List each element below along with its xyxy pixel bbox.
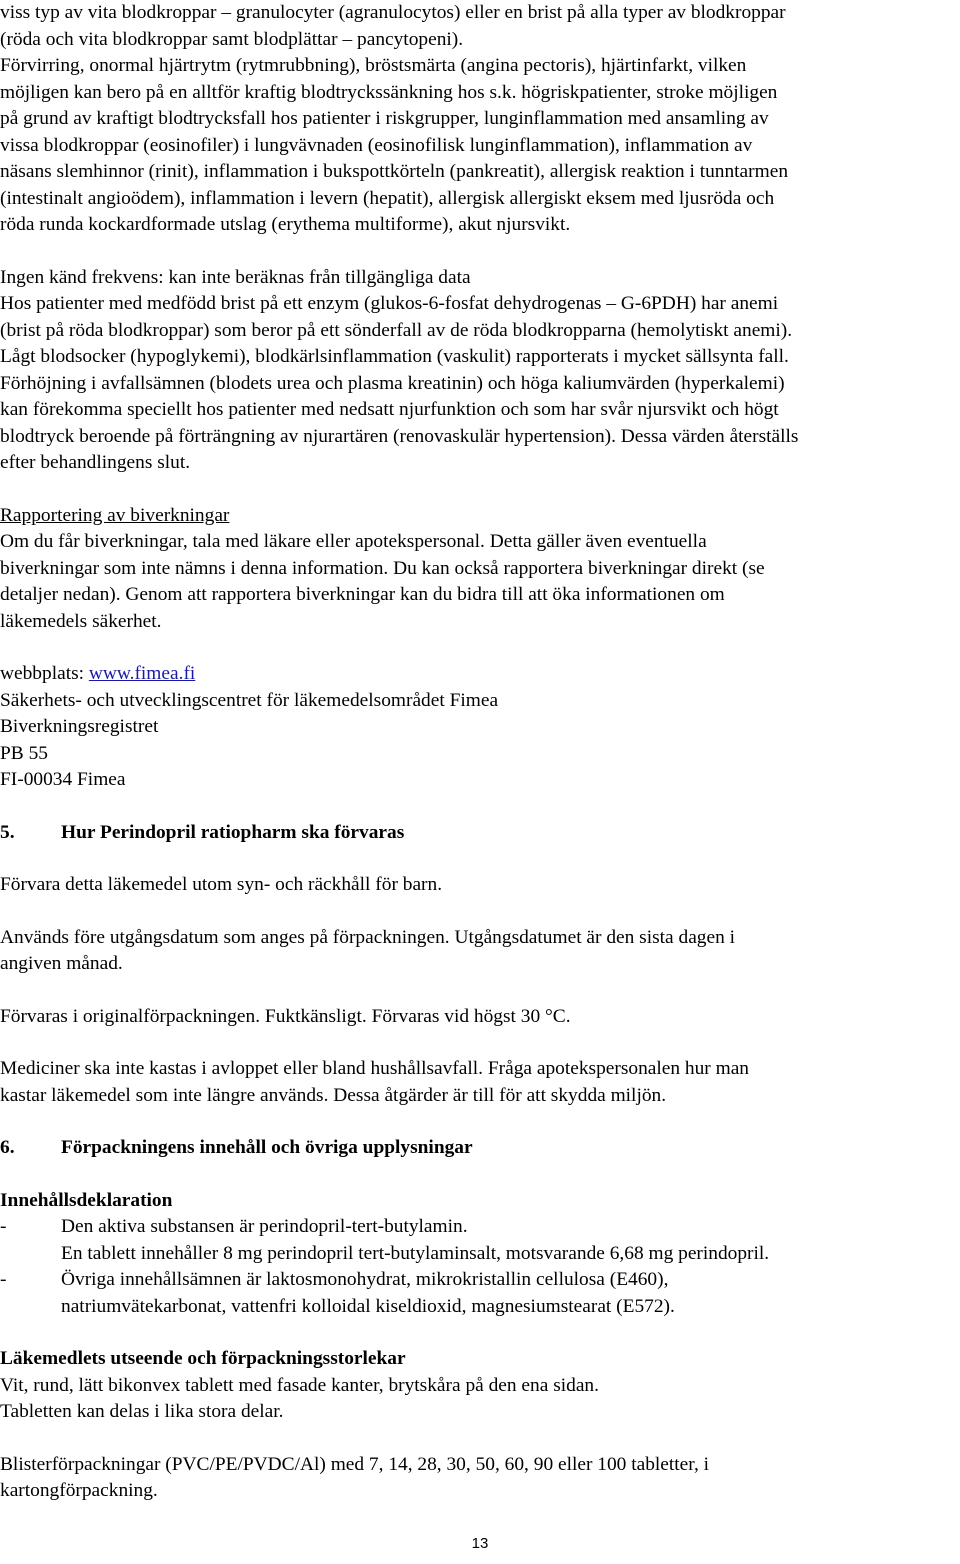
text-line: Övriga innehållsämnen är laktosmonohydrat, mikrokristallin cellulosa (E460), (61, 1269, 669, 1290)
text-line: Mediciner ska inte kastas i avloppet eller bland hushållsavfall. Fråga apotekspersonalen hur man (0, 1058, 750, 1079)
bullet-dash: - (0, 1269, 7, 1290)
text-line: kastar läkemedel som inte längre används. Dessa åtgärder är till för att skydda miljön. (0, 1084, 667, 1106)
list-item (0, 1267, 948, 1320)
unknown-frequency-section (0, 265, 948, 477)
text-line: Hos patienter med medfödd brist på ett enzym (glukos-6-fosfat dehydrogenas – G-6PDH) har anemi (0, 293, 779, 314)
package-block (0, 1452, 948, 1505)
text-line: (brist på röda blodkroppar) som beror på ett sönderfall av de röda blodkropparna (hemolytiskt anemi). (0, 319, 793, 341)
address-line: Biverkningsregistret (0, 716, 159, 737)
text-line: läkemedels säkerhet. (0, 610, 162, 632)
fimea-website-link[interactable]: www.fimea.fi (88, 663, 196, 684)
text-line: natriumvätekarbonat, vattenfri kolloidal kiseldioxid, magnesiumstearat (E572). (61, 1295, 675, 1317)
text-line: näsans slemhinnor (rinit), inflammation i bukspottkörteln (pankreatit), allergisk reaktion i tunntarmen (0, 161, 789, 182)
text-line: Används före utgångsdatum som anges på förpackningen. Utgångsdatumet är den sista dagen i (0, 926, 736, 948)
text-line: (intestinalt angioödem), inflammation i levern (hepatit), allergisk allergiskt eksem med ljusröda och (0, 187, 775, 209)
text-line: Blisterförpackningar (PVC/PE/PVDC/Al) med 7, 14, 28, 30, 50, 60, 90 eller 100 tabletter, i (0, 1453, 710, 1475)
text-line: (röda och vita blodkroppar samt blodplättar – pancytopeni). (0, 28, 464, 50)
reporting-section (0, 503, 948, 636)
frequency-heading: Ingen känd frekvens: kan inte beräknas från tillgängliga data (0, 266, 471, 288)
text-line: En tablett innehåller 8 mg perindopril tert-butylaminsalt, motsvarande 6,68 mg perindopril. (61, 1242, 770, 1264)
text-line: Förhöjning i avfallsämnen (blodets urea och plasma kreatinin) och höga kaliumvärden (hyperkalemi) (0, 372, 785, 394)
section-title: Förpackningens innehåll och övriga upplysningar (61, 1137, 473, 1158)
text-line: kartongförpackning. (0, 1480, 158, 1501)
storage-paragraph (0, 1056, 948, 1109)
text-line: röda runda kockardformade utslag (erythema multiforme), akut njursvikt. (0, 214, 571, 235)
text-line: vissa blodkroppar (eosinofiler) i lungvävnaden (eosinofilisk lunginflammation), inflammation av (0, 134, 753, 156)
text-line: på grund av kraftigt blodtrycksfall hos patienter i riskgrupper, lunginflammation med ansamling av (0, 108, 769, 129)
text-line: Lågt blodsocker (hypoglykemi), blodkärlsinflammation (vaskulit) rapporterats i mycket sällsynta fall. (0, 346, 789, 367)
storage-paragraph (0, 872, 948, 899)
text-line: Tabletten kan delas i lika stora delar. (0, 1401, 284, 1422)
text-line: efter behandlingens slut. (0, 452, 191, 473)
intro-paragraph (0, 0, 948, 239)
text-line: blodtryck beroende på förträngning av njurartären (renovaskulär hypertension). Dessa värden återställs (0, 425, 799, 447)
reporting-heading: Rapportering av biverkningar (0, 504, 230, 526)
address-line: FI-00034 Fimea (0, 769, 126, 790)
section-title: Hur Perindopril ratiopharm ska förvaras (61, 821, 405, 843)
text-line: Förvaras i originalförpackningen. Fuktkänsligt. Förvaras vid högst 30 °C. (0, 1005, 571, 1027)
text-line: Om du får biverkningar, tala med läkare eller apotekspersonal. Detta gäller även eventuella (0, 531, 707, 552)
website-line (0, 661, 948, 688)
list-item (0, 1214, 948, 1267)
bullet-dash: - (0, 1216, 7, 1237)
storage-paragraph (0, 1004, 948, 1031)
website-label: webbplats: (0, 663, 89, 684)
section-6-heading (0, 1135, 948, 1162)
section-number: 5. (0, 821, 15, 843)
text-line: viss typ av vita blodkroppar – granulocyter (agranulocytos) eller en brist på alla typer av blodkroppar (0, 2, 786, 23)
section-number: 6. (0, 1137, 15, 1158)
text-line: Vit, rund, lätt bikonvex tablett med fasade kanter, brytskåra på den ena sidan. (0, 1374, 599, 1396)
section-5-heading (0, 820, 948, 847)
text-line: biverkningar som inte nämns i denna information. Du kan också rapportera biverkningar direkt (se (0, 557, 765, 579)
text-line: detaljer nedan). Genom att rapportera biverkningar kan du bidra till att öka informationen om (0, 584, 725, 605)
text-line: möjligen kan bero på en alltför kraftig blodtryckssänkning hos s.k. högriskpatienter, stroke möjligen (0, 81, 778, 103)
appearance-heading: Läkemedlets utseende och förpackningsstorlekar (0, 1348, 406, 1369)
appearance-block (0, 1346, 948, 1426)
declaration-block (0, 1188, 948, 1215)
page-number: 13 (471, 1535, 489, 1552)
address-line: Säkerhets- och utvecklingscentret för läkemedelsområdet Fimea (0, 689, 499, 711)
address-line: PB 55 (0, 742, 48, 764)
contact-block (0, 661, 948, 794)
text-line: Förvirring, onormal hjärtrytm (rytmrubbning), bröstsmärta (angina pectoris), hjärtinfarkt, vilken (0, 55, 747, 76)
text-line: Den aktiva substansen är perindopril-tert-butylamin. (61, 1216, 468, 1237)
declaration-heading: Innehållsdeklaration (0, 1189, 173, 1211)
storage-paragraph (0, 925, 948, 978)
text-line: Förvara detta läkemedel utom syn- och räckhåll för barn. (0, 874, 443, 895)
text-line: angiven månad. (0, 953, 123, 974)
text-line: kan förekomma speciellt hos patienter med nedsatt njurfunktion och som har svår njursvikt och högt (0, 399, 779, 420)
